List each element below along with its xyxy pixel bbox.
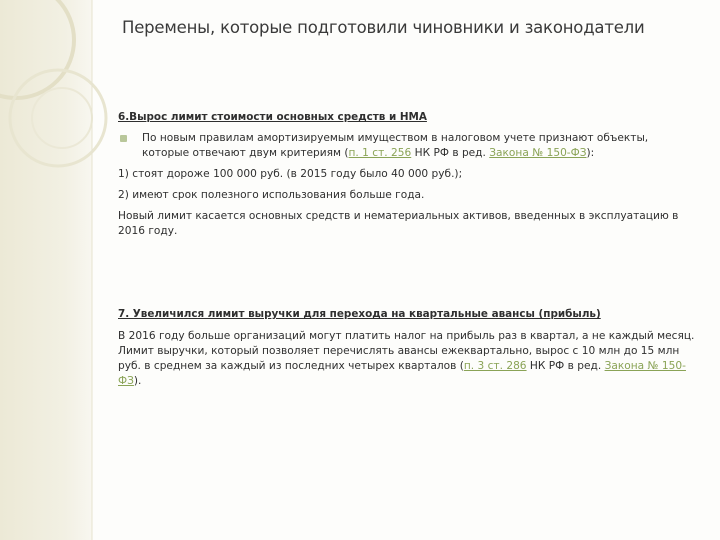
- para-text-start: В 2016 году больше организаций могут платить налог на прибыль раз в квартал, а не каждый месяц. Лимит выручки, который позволяет перечислять авансы ежеквартально, вырос с 10 млн до 15 млн руб. в среднем за каждый из последних четырех кварталов (: [118, 329, 695, 373]
- para-text-end: ).: [133, 375, 142, 388]
- section-6-bullet: [118, 131, 698, 161]
- spacer: [118, 245, 698, 307]
- section-7-heading: 7. Увеличился лимит выручки для перехода на квартальные авансы (прибыль): [118, 308, 601, 321]
- link-law-150fz[interactable]: Закона № 150-ФЗ: [489, 147, 587, 160]
- deco-circle-large: [0, 0, 74, 98]
- bullet-text-end: ):: [586, 147, 595, 160]
- criterion-2: 2) имеют срок полезного использования больше года.: [118, 188, 425, 201]
- slide-content: [118, 110, 698, 395]
- deco-circle-small: [32, 88, 92, 148]
- section-6-heading: 6.Вырос лимит стоимости основных средств и НМА: [118, 111, 427, 123]
- slide-title: Перемены, которые подготовили чиновники и законодатели: [122, 18, 645, 37]
- criterion-1: 1) стоят дороже 100 000 руб. (в 2015 году было 40 000 руб.);: [118, 167, 463, 180]
- bullet-square-icon: [120, 135, 127, 142]
- link-art-286[interactable]: п. 3 ст. 286: [463, 360, 527, 373]
- section-6-note: Новый лимит касается основных средств и нематериальных активов, введенных в эксплуатацию в 2016 году.: [118, 210, 679, 238]
- link-art-256[interactable]: п. 1 ст. 256: [348, 147, 412, 160]
- section-7-paragraph: [118, 329, 698, 390]
- para-text-mid: НК РФ в ред.: [526, 360, 605, 373]
- link-law-150fz-2[interactable]: Закона № 150-ФЗ: [118, 360, 686, 388]
- bullet-text-mid: НК РФ в ред.: [411, 147, 490, 160]
- bullet-text-start: По новым правилам амортизируемым имуществом в налоговом учете признают объекты, которые отвечают двум критериям (: [142, 132, 649, 160]
